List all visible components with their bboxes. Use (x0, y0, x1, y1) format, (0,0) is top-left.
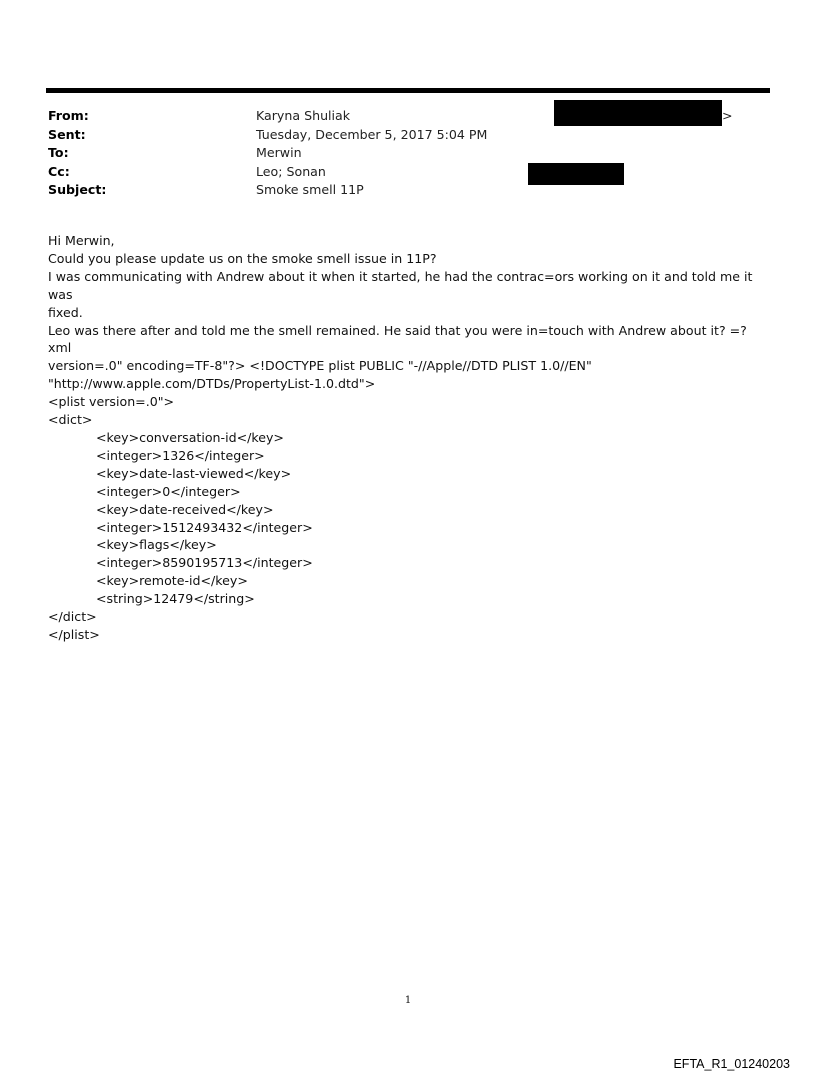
sent-label: Sent: (48, 126, 86, 142)
cc-value (256, 163, 326, 182)
to-row (48, 144, 748, 163)
plist-line: <key>conversation-id</key> (96, 429, 284, 445)
plist-line: <key>remote-id</key> (96, 573, 248, 589)
sent-row (48, 126, 748, 145)
subject-value: Smoke smell 11P (256, 182, 364, 197)
body-line: version=.0" encoding=TF-8"?> <!DOCTYPE plist PUBLIC "-//Apple//DTD PLIST 1.0//EN" (48, 358, 592, 374)
body-line: <plist version=.0"> (48, 394, 175, 410)
cc-row (48, 163, 748, 182)
body-line: </dict> (48, 609, 97, 625)
document-id: EFTA_R1_01240203 (673, 1057, 790, 1071)
plist-line: <integer>1326</integer> (96, 447, 265, 463)
plist-line: <integer>0</integer> (96, 483, 241, 499)
subject-row (48, 181, 748, 200)
cc-label: Cc: (48, 163, 70, 179)
redaction-box (554, 100, 722, 126)
sent-value: Tuesday, December 5, 2017 5:04 PM (256, 126, 488, 142)
subject-label: Subject: (48, 182, 107, 197)
plist-line: <key>flags</key> (96, 537, 217, 553)
body-line: "http://www.apple.com/DTDs/PropertyList-1.0.dtd"> (48, 376, 376, 392)
email-header (48, 107, 748, 200)
body-line: Hi Merwin, (48, 233, 115, 248)
header-divider (46, 88, 770, 93)
plist-line: <string>12479</string> (96, 591, 255, 607)
from-name: Karyna Shuliak (256, 108, 351, 123)
cc-names: Leo; Sonan (256, 163, 326, 179)
body-line: fixed. (48, 304, 83, 320)
to-label: To: (48, 145, 69, 160)
body-line: <dict> (48, 412, 93, 428)
body-line: I was communicating with Andrew about it when it started, he had the contrac=ors working on it and told me it was (48, 268, 753, 302)
from-label: From: (48, 108, 89, 123)
body-line: Could you please update us on the smoke smell issue in 11P? (48, 250, 437, 266)
plist-line: <integer>1512493432</integer> (96, 519, 313, 535)
from-value (256, 107, 733, 126)
plist-line: <key>date-received</key> (96, 501, 274, 517)
from-row (48, 107, 748, 126)
plist-line: <key>date-last-viewed</key> (96, 465, 292, 481)
email-body (48, 232, 760, 644)
body-line: Leo was there after and told me the smell remained. He said that you were in=touch with Andrew about it? =?xml (48, 322, 747, 356)
to-value: Merwin (256, 145, 302, 160)
body-line: </plist> (48, 626, 100, 642)
from-tail: > (722, 108, 733, 123)
page-number: 1 (404, 995, 412, 1006)
plist-line: <integer>8590195713</integer> (96, 555, 313, 571)
